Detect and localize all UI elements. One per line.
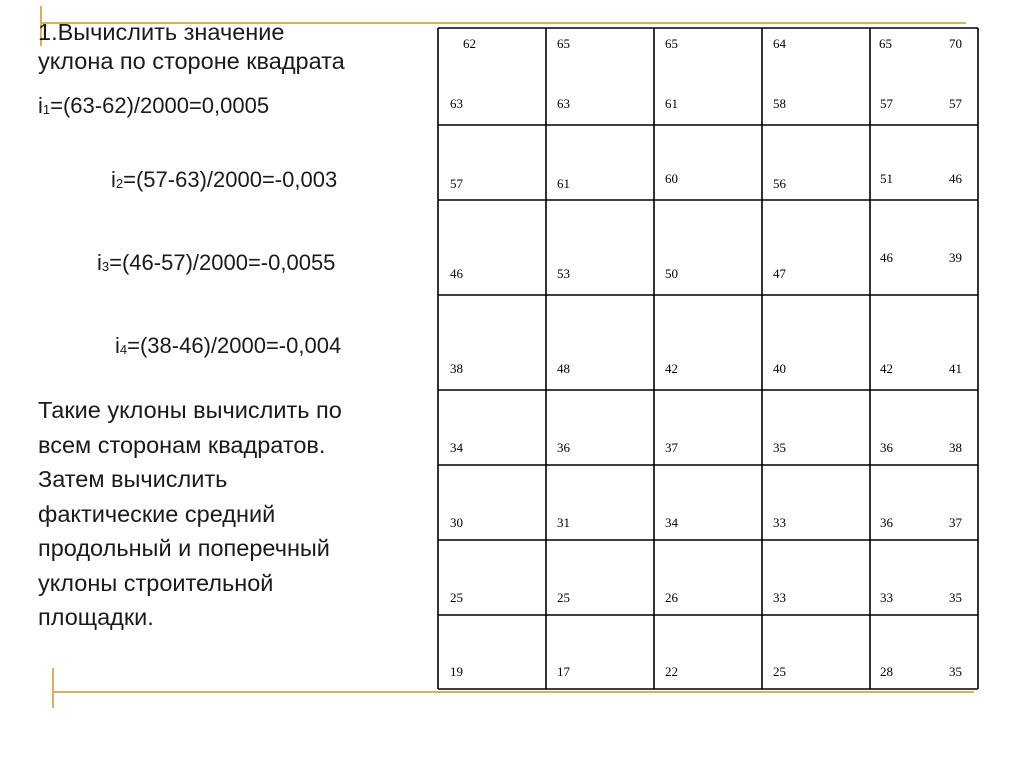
paragraph-line: фактические средний: [38, 500, 276, 527]
formula-subscript: 2: [115, 176, 124, 191]
elevation-mark: 63: [557, 96, 570, 111]
elevation-mark: 38: [949, 440, 962, 455]
elevation-mark: 56: [773, 176, 786, 191]
elevation-mark: 25: [450, 590, 463, 605]
elevation-mark: 47: [773, 266, 786, 281]
elevation-mark: 35: [949, 664, 962, 679]
elevation-mark: 35: [949, 590, 962, 605]
elevation-mark: 60: [665, 171, 678, 186]
paragraph-line: площадки.: [38, 604, 154, 630]
elevation-mark: 33: [773, 515, 786, 530]
elevation-mark: 31: [557, 515, 570, 530]
elevation-mark: 46: [450, 266, 463, 281]
elevation-mark: 38: [450, 361, 463, 376]
elevation-mark: 65: [665, 36, 678, 51]
elevation-mark: 62: [463, 36, 476, 51]
elevation-mark: 37: [665, 440, 678, 455]
elevation-mark: 25: [773, 664, 786, 679]
elevation-mark: 53: [557, 266, 570, 281]
elevation-mark: 70: [949, 36, 962, 51]
elevation-mark: 36: [880, 440, 893, 455]
formula-symbol: i: [115, 333, 120, 358]
elevation-mark: 58: [773, 96, 786, 111]
elevation-mark: 42: [665, 361, 678, 376]
formula-symbol: i: [97, 250, 102, 275]
elevation-mark: 57: [450, 176, 463, 191]
elevation-mark: 50: [665, 266, 678, 281]
formula-subscript: 4: [119, 342, 128, 357]
heading-line-2: уклона по стороне квадрата: [38, 48, 345, 74]
elevation-mark: 57: [949, 96, 962, 111]
elevation-mark: 33: [880, 590, 893, 605]
elevation-mark: 36: [557, 440, 570, 455]
elevation-mark: 46: [949, 171, 962, 186]
formula-symbol: i: [38, 93, 43, 118]
elevation-mark: 33: [773, 590, 786, 605]
elevation-mark: 48: [557, 361, 570, 376]
paragraph-line: всем сторонам квадратов.: [38, 431, 326, 458]
elevation-mark: 34: [450, 440, 463, 455]
formula-symbol: i: [111, 167, 116, 192]
elevation-mark: 19: [450, 664, 463, 679]
formula-expression: =(38-46)/2000=-0,004: [127, 333, 342, 358]
elevation-mark: 57: [880, 96, 893, 111]
elevation-mark: 35: [773, 440, 786, 455]
formula-expression: =(63-62)/2000=0,0005: [50, 93, 270, 118]
elevation-mark: 22: [665, 664, 678, 679]
formula-expression: =(57-63)/2000=-0,003: [123, 167, 338, 192]
paragraph-line: Такие уклоны вычислить по: [38, 397, 342, 423]
elevation-mark: 40: [773, 361, 786, 376]
formula-expression: =(46-57)/2000=-0,0055: [109, 250, 336, 275]
elevation-mark: 46: [880, 250, 893, 265]
paragraph-line: уклоны строительной: [38, 569, 274, 596]
paragraph-line: продольный и поперечный: [38, 535, 330, 561]
elevation-mark: 39: [949, 250, 962, 265]
elevation-mark: 36: [880, 515, 893, 530]
elevation-mark: 65: [557, 36, 570, 51]
elevation-mark: 64: [773, 36, 786, 51]
elevation-mark: 51: [880, 171, 893, 186]
elevation-mark: 25: [557, 590, 570, 605]
elevation-mark: 34: [665, 515, 678, 530]
heading-line-1: 1.Вычислить значение: [38, 19, 285, 45]
elevation-mark: 30: [450, 515, 463, 530]
elevation-mark: 63: [450, 96, 463, 111]
elevation-mark: 42: [880, 361, 893, 376]
elevation-mark: 26: [665, 590, 678, 605]
elevation-mark: 41: [949, 361, 962, 376]
elevation-mark: 37: [949, 515, 962, 530]
elevation-mark: 61: [557, 176, 570, 191]
formula-subscript: 1: [42, 102, 51, 117]
paragraph-line: Затем вычислить: [38, 466, 228, 492]
elevation-mark: 28: [880, 664, 893, 679]
formula-subscript: 3: [101, 259, 110, 274]
elevation-mark: 65: [879, 36, 892, 51]
elevation-mark: 61: [665, 96, 678, 111]
elevation-mark: 17: [557, 664, 570, 679]
